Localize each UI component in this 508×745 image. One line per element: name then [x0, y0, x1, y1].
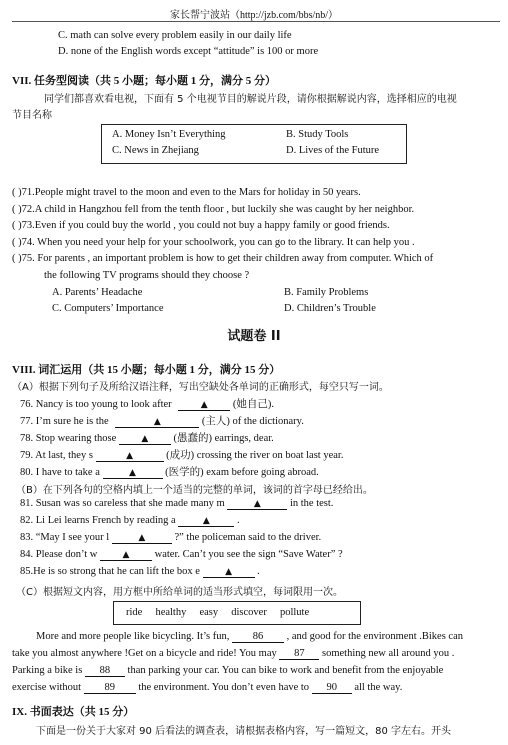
q76-blank[interactable]	[178, 399, 230, 411]
program-b: B. Study Tools	[286, 129, 349, 140]
question-85	[20, 566, 260, 578]
q78-text-2: (愚蠢的) earrings, dear.	[173, 433, 274, 444]
tv-program-box	[101, 124, 407, 164]
prev-option-c: C. math can solve every problem easily in our daily life	[58, 30, 292, 41]
q83-blank[interactable]	[112, 532, 172, 544]
q83-text-1: 83. “May I see your l	[20, 532, 110, 543]
q81-text-1: 81. Susan was so careless that she made many m	[20, 498, 225, 509]
q75-option-a: A. Parents’ Headache	[52, 287, 143, 298]
q77-text-2: (主人) of the dictionary.	[201, 416, 304, 427]
question-81	[20, 498, 333, 510]
passage-3-text-2: than parking your car. You can bike to work and benefit from the enjoyable	[127, 665, 444, 676]
q79-text-1: 79. At last, they s	[20, 450, 93, 461]
q76-mark: ▲	[200, 400, 208, 410]
q80-blank[interactable]	[103, 467, 163, 479]
question-72: ( )72.A child in Hangzhou fell from the tenth floor , but luckily she was caught by her neighbor.	[12, 204, 415, 215]
blank-87-number: 87	[294, 648, 305, 659]
question-75-line-2: the following TV programs should they choose ?	[44, 270, 250, 281]
header-rule	[12, 21, 500, 22]
question-78	[20, 430, 274, 445]
q82-text-1: 82. Li Lei learns French by reading a	[20, 515, 176, 526]
blank-88[interactable]	[85, 665, 125, 677]
q82-mark: ▲	[202, 516, 210, 526]
passage-4-text-1: exercise without	[12, 682, 82, 693]
q80-text-1: 80. I have to take a	[20, 467, 100, 478]
section-8-title: VIII. 词汇运用（共 15 小题；每小题 1 分，满分 15 分）	[12, 364, 281, 376]
q77-text-1: 77. I’m sure he is the	[20, 416, 109, 427]
question-74: ( )74. When you need your help for your schoolwork, you can go to the library. It can help you .	[12, 237, 415, 248]
blank-86-number: 86	[252, 631, 264, 642]
blank-90[interactable]	[312, 682, 352, 694]
passage-line-4	[12, 682, 402, 694]
q84-text-1: 84. Please don’t w	[20, 549, 98, 560]
q81-text-2: in the test.	[289, 498, 334, 509]
q75-option-c: C. Computers’ Importance	[52, 303, 164, 314]
question-77	[20, 413, 304, 428]
q78-text-1: 78. Stop wearing those	[20, 433, 117, 444]
q76-text-2: (她自己).	[232, 399, 275, 410]
q81-mark: ▲	[253, 499, 261, 509]
passage-4-text-3: all the way.	[354, 682, 403, 693]
question-71: ( )71.People might travel to the moon and even to the Mars for holiday in 50 years.	[12, 187, 361, 198]
q78-mark: ▲	[141, 434, 149, 444]
paper-2-title: 试题卷 II	[227, 329, 281, 344]
blank-89[interactable]	[84, 682, 136, 694]
q84-text-2: water. Can’t you see the sign “Save Water” ?	[154, 549, 343, 560]
section-9-instruction: 下面是一份关于大家对 90 后看法的调查表，请根据表格内容，写一篇短文，80 字左右。开头	[36, 726, 451, 737]
passage-2-text-2: something new all around you .	[322, 648, 455, 659]
q80-mark: ▲	[129, 468, 136, 478]
program-d: D. Lives of the Future	[286, 145, 380, 156]
passage-line-1	[36, 631, 463, 643]
q75-option-d: D. Children’s Trouble	[284, 303, 376, 314]
section-7-instruction-2: 节目名称	[12, 110, 52, 121]
passage-2-text-1: take you almost anywhere !Get on a bicycle and ride! You may	[12, 648, 277, 659]
blank-88-number: 88	[99, 665, 111, 676]
section-7-title: VII. 任务型阅读（共 5 小题；每小题 1 分，满分 5 分）	[12, 75, 277, 87]
q78-blank[interactable]	[119, 433, 171, 445]
passage-3-text-1: Parking a bike is	[12, 665, 83, 676]
program-a: A. Money Isn’t Everything	[112, 129, 226, 140]
q85-mark: ▲	[225, 567, 232, 577]
question-84	[20, 549, 343, 561]
q76-text-1: 76. Nancy is too young to look after	[20, 399, 172, 410]
question-76	[20, 396, 274, 411]
part-c-instruction: （C）根据短文内容，用方框中所给单词的适当形式填空，每词限用一次。	[16, 587, 343, 598]
part-a-instruction: （A）根据下列句子及所给汉语注释，写出空缺处各单词的正确形式，每空只写一词。	[12, 382, 389, 393]
question-83	[20, 532, 321, 544]
q81-blank[interactable]	[227, 498, 287, 510]
question-80	[20, 464, 319, 479]
q85-blank[interactable]	[203, 566, 255, 578]
question-75: ( )75. For parents , an important problem is how to get their children away from computer. Which of	[12, 253, 434, 264]
part-b-instruction: （B）在下列各句的空格内填上一个适当的完整的单词，该词的首字母已经给出。	[16, 485, 373, 496]
q83-mark: ▲	[138, 533, 146, 543]
question-79	[20, 447, 343, 462]
passage-4-text-2: the environment. You don’t even have to	[138, 682, 310, 693]
section-7-instruction-1: 同学们都喜欢看电视，下面有 5 个电视节目的解说片段，请你根据解说内容，选择相应的电视	[44, 94, 457, 105]
blank-87[interactable]	[279, 648, 319, 660]
q79-mark: ▲	[126, 451, 133, 461]
q82-blank[interactable]	[178, 515, 234, 527]
q82-text-2: .	[236, 515, 240, 526]
blank-90-number: 90	[326, 682, 337, 693]
passage-line-2	[12, 648, 454, 660]
passage-1-text-1: More and more people like bicycling. It’s fun,	[36, 631, 230, 642]
question-82	[20, 515, 240, 527]
q83-text-2: ?” the policeman said to the driver.	[174, 532, 322, 543]
word-box	[113, 601, 361, 625]
section-9-title: IX. 书面表达（共 15 分）	[12, 706, 135, 718]
question-73: ( )73.Even if you could buy the world , you could not buy a happy family or good friends.	[12, 220, 390, 231]
q85-text-1: 85.He is so strong that he can lift the box e	[20, 566, 200, 577]
passage-line-3	[12, 665, 443, 677]
word-box-words: ride healthy easy discover pollute	[126, 607, 310, 618]
q80-text-2: (医学的) exam before going abroad.	[165, 467, 319, 478]
q79-blank[interactable]	[96, 450, 164, 462]
prev-option-d: D. none of the English words except “attitude” is 100 or more	[58, 46, 319, 57]
passage-1-text-2: , and good for the environment .Bikes can	[286, 631, 463, 642]
q85-text-2: .	[257, 566, 260, 577]
q79-text-2: (成功) crossing the river on boat last year.	[166, 450, 344, 461]
blank-86[interactable]	[232, 631, 284, 643]
q84-mark: ▲	[122, 550, 130, 560]
program-c: C. News in Zhejiang	[112, 145, 199, 156]
q77-mark: ▲	[153, 417, 161, 427]
blank-89-number: 89	[104, 682, 115, 693]
q75-option-b: B. Family Problems	[284, 287, 369, 298]
q84-blank[interactable]	[100, 549, 152, 561]
page-header: 家长帮宁波站（http://jzb.com/bbs/nb/）	[169, 10, 339, 21]
q77-blank[interactable]	[115, 416, 199, 428]
